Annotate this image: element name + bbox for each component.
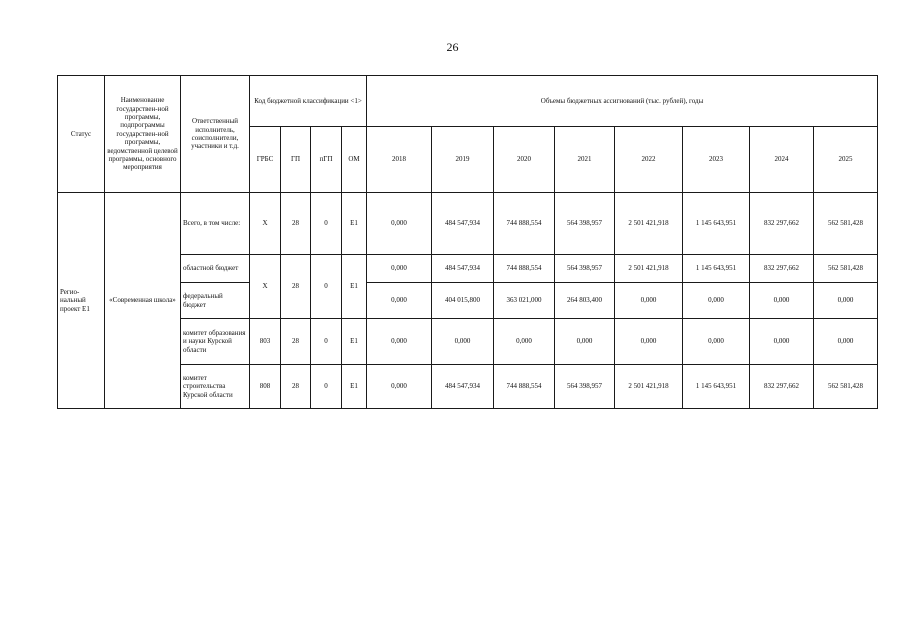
- value-cell: 562 581,428: [814, 255, 878, 283]
- value-cell: 2 501 421,918: [615, 365, 683, 409]
- responsible-cell: комитет образования и науки Курской области: [181, 319, 250, 365]
- value-cell: 1 145 643,951: [683, 193, 750, 255]
- header-row-1: [58, 76, 878, 127]
- value-cell: 484 547,934: [432, 365, 494, 409]
- grbs-cell: Х: [250, 255, 281, 319]
- value-cell: 363 021,000: [494, 283, 555, 319]
- table-row: [58, 365, 878, 409]
- header-year-2019: 2019: [432, 127, 494, 193]
- value-cell: 0,000: [555, 319, 615, 365]
- header-status: Статус: [58, 76, 105, 193]
- om-cell: Е1: [342, 319, 367, 365]
- value-cell: 564 398,957: [555, 365, 615, 409]
- header-year-2018: 2018: [367, 127, 432, 193]
- pgp-cell: 0: [311, 319, 342, 365]
- header-program-name: Наименование государствен-ной программы, подпрограммы государствен-ной программы, ведомственной целевой программы, основного мероприятия: [105, 76, 181, 193]
- header-om: ОМ: [342, 127, 367, 193]
- value-cell: 562 581,428: [814, 365, 878, 409]
- header-gp: ГП: [281, 127, 311, 193]
- value-cell: 744 888,554: [494, 193, 555, 255]
- value-cell: 1 145 643,951: [683, 255, 750, 283]
- value-cell: 2 501 421,918: [615, 193, 683, 255]
- value-cell: 564 398,957: [555, 193, 615, 255]
- gp-cell: 28: [281, 193, 311, 255]
- table-row: [58, 283, 878, 319]
- om-cell: Е1: [342, 255, 367, 319]
- grbs-cell: 803: [250, 319, 281, 365]
- header-year-2021: 2021: [555, 127, 615, 193]
- value-cell: 0,000: [367, 255, 432, 283]
- value-cell: 1 145 643,951: [683, 365, 750, 409]
- value-cell: 0,000: [814, 283, 878, 319]
- table-row: [58, 255, 878, 283]
- pgp-cell: 0: [311, 255, 342, 319]
- value-cell: 564 398,957: [555, 255, 615, 283]
- value-cell: 0,000: [683, 319, 750, 365]
- header-pgp: пГП: [311, 127, 342, 193]
- value-cell: 0,000: [367, 365, 432, 409]
- header-year-2020: 2020: [494, 127, 555, 193]
- value-cell: 264 803,400: [555, 283, 615, 319]
- value-cell: 484 547,934: [432, 193, 494, 255]
- header-year-2025: 2025: [814, 127, 878, 193]
- table-row: [58, 319, 878, 365]
- header-volumes: Объемы бюджетных ассигнований (тыс. рублей), годы: [367, 76, 878, 127]
- value-cell: 832 297,662: [750, 365, 814, 409]
- value-cell: 0,000: [615, 283, 683, 319]
- om-cell: Е1: [342, 365, 367, 409]
- grbs-cell: 808: [250, 365, 281, 409]
- value-cell: 0,000: [750, 283, 814, 319]
- value-cell: 562 581,428: [814, 193, 878, 255]
- value-cell: 0,000: [750, 319, 814, 365]
- gp-cell: 28: [281, 255, 311, 319]
- value-cell: 404 015,800: [432, 283, 494, 319]
- om-cell: Е1: [342, 193, 367, 255]
- responsible-cell: областной бюджет: [181, 255, 250, 283]
- status-cell: Регио-нальный проект Е1: [58, 193, 105, 409]
- value-cell: 0,000: [432, 319, 494, 365]
- value-cell: 744 888,554: [494, 365, 555, 409]
- pgp-cell: 0: [311, 365, 342, 409]
- header-budget-code: Код бюджетной классификации <1>: [250, 76, 367, 127]
- value-cell: 2 501 421,918: [615, 255, 683, 283]
- value-cell: 0,000: [367, 319, 432, 365]
- table-row: [58, 193, 878, 255]
- header-year-2023: 2023: [683, 127, 750, 193]
- value-cell: 832 297,662: [750, 255, 814, 283]
- gp-cell: 28: [281, 365, 311, 409]
- gp-cell: 28: [281, 319, 311, 365]
- page-number: 26: [446, 40, 459, 54]
- value-cell: 0,000: [494, 319, 555, 365]
- budget-table: [57, 75, 878, 409]
- header-year-2022: 2022: [615, 127, 683, 193]
- value-cell: 744 888,554: [494, 255, 555, 283]
- value-cell: 0,000: [814, 319, 878, 365]
- value-cell: 0,000: [367, 193, 432, 255]
- header-responsible: Ответственный исполнитель, соисполнители, участники и т.д.: [181, 76, 250, 193]
- header-year-2024: 2024: [750, 127, 814, 193]
- value-cell: 0,000: [615, 319, 683, 365]
- value-cell: 0,000: [367, 283, 432, 319]
- pgp-cell: 0: [311, 193, 342, 255]
- value-cell: 832 297,662: [750, 193, 814, 255]
- value-cell: 484 547,934: [432, 255, 494, 283]
- responsible-cell: федеральный бюджет: [181, 283, 250, 319]
- program-name-cell: «Современная школа»: [105, 193, 181, 409]
- responsible-cell: комитет строительства Курской области: [181, 365, 250, 409]
- header-grbs: ГРБС: [250, 127, 281, 193]
- grbs-cell: Х: [250, 193, 281, 255]
- responsible-cell: Всего, в том числе:: [181, 193, 250, 255]
- value-cell: 0,000: [683, 283, 750, 319]
